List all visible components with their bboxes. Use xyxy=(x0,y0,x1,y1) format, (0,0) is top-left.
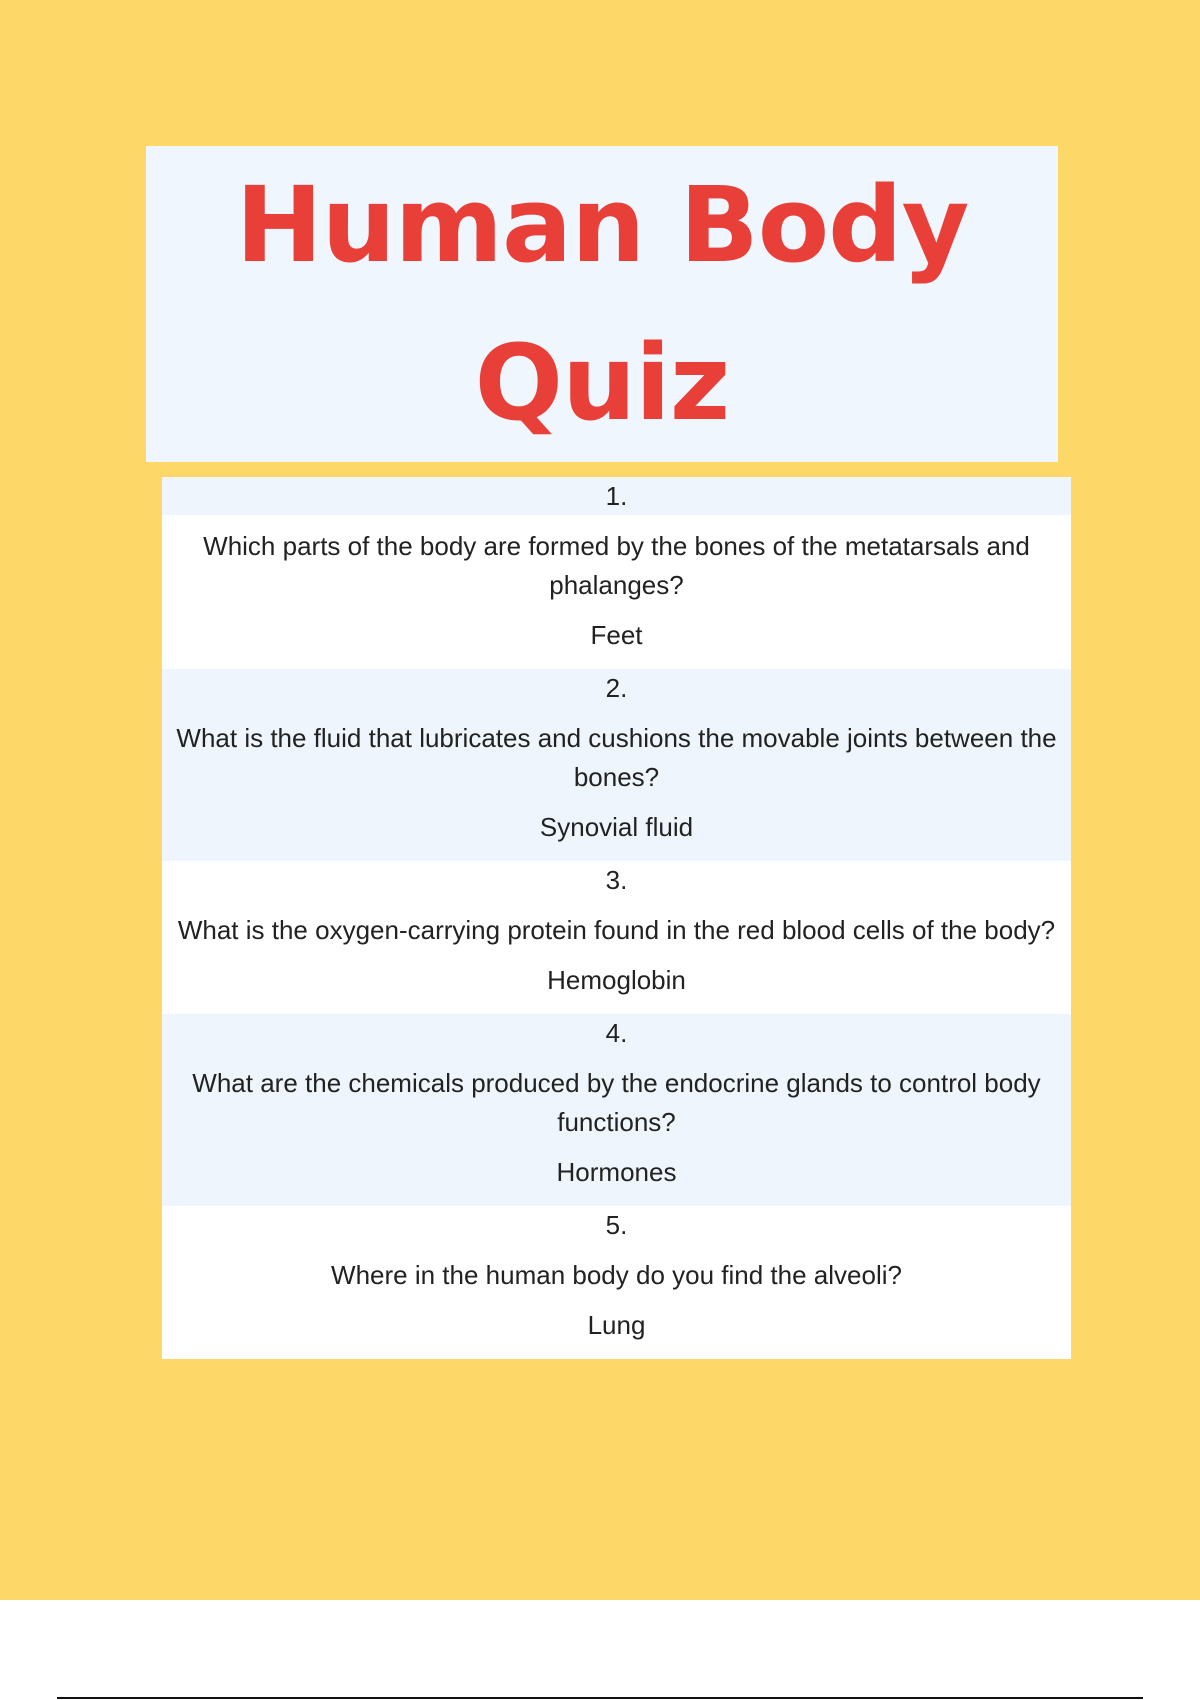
question-text: What are the chemicals produced by the endocrine glands to control body functions? xyxy=(192,1068,1041,1137)
question-number: 4. xyxy=(605,1018,628,1048)
question-text: What is the oxygen-carrying protein found in the red blood cells of the body? xyxy=(177,915,1056,945)
question-text: What is the fluid that lubricates and cushions the movable joints between the bones? xyxy=(176,723,1057,792)
footer-divider xyxy=(57,1697,1143,1699)
answer-text: Synovial fluid xyxy=(539,812,694,842)
quiz-item-1 xyxy=(162,477,1071,669)
question-text: Which parts of the body are formed by the bones of the metatarsals and phalanges? xyxy=(203,531,1030,600)
question-number: 5. xyxy=(605,1210,628,1240)
answer-text: Hormones xyxy=(556,1157,677,1187)
title-line-1: Human Body xyxy=(235,164,969,286)
question-number: 1. xyxy=(162,477,1071,515)
quiz-item-4 xyxy=(162,1014,1071,1206)
quiz-item-5 xyxy=(162,1206,1071,1359)
question-number: 3. xyxy=(605,865,628,895)
answer-text: Lung xyxy=(587,1310,646,1340)
quiz-item-2 xyxy=(162,669,1071,861)
question-text: Where in the human body do you find the alveoli? xyxy=(331,1260,902,1290)
quiz-table xyxy=(162,477,1071,1359)
answer-text: Hemoglobin xyxy=(547,965,686,995)
answer-text: Feet xyxy=(590,620,643,650)
title-line-2: Quiz xyxy=(474,322,730,444)
question-number: 2. xyxy=(605,673,628,703)
quiz-item-3 xyxy=(162,861,1071,1014)
title-box xyxy=(146,146,1058,462)
